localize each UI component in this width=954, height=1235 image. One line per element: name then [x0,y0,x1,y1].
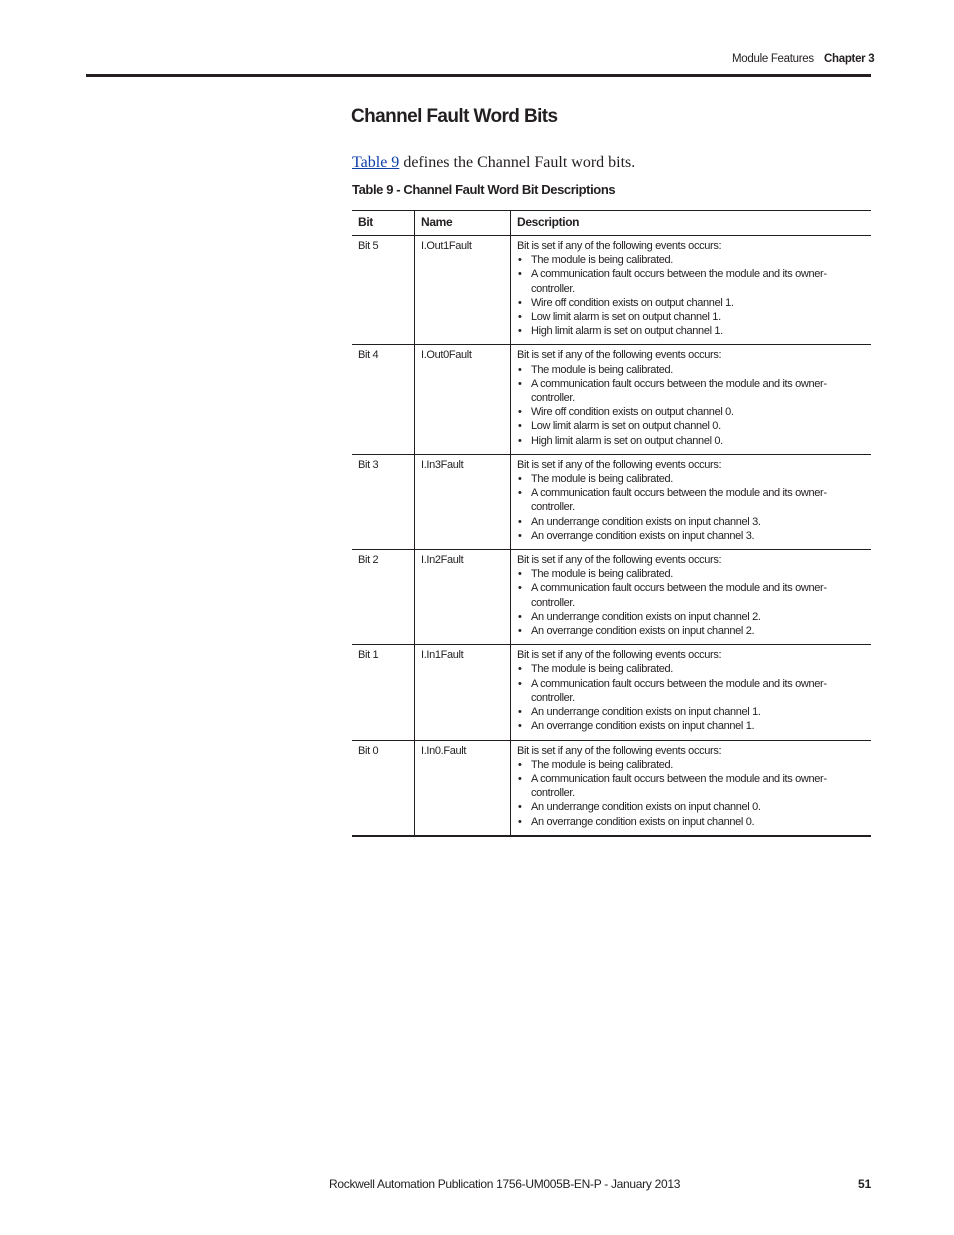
description-lead: Bit is set if any of the following events occurs: [517,554,722,567]
table-caption: Table 9 - Channel Fault Word Bit Descriptions [352,182,616,197]
description-lead: Bit is set if any of the following events occurs: [517,240,722,252]
description-lead: Bit is set if any of the following events occurs: [517,349,722,362]
cell-name: I.Out0Fault [415,345,511,454]
description-list-item: • The module is being calibrated. [517,567,865,581]
cell-description [511,550,872,645]
cell-description [511,345,872,454]
table-body [352,236,871,836]
description-list-item: • An overrange condition exists on input channel 2. [517,624,865,638]
description-list-item: • An underrange condition exists on input channel 3. [517,515,865,529]
cell-name: I.In3Fault [415,454,511,549]
description-list [517,363,865,448]
description-list-item: • The module is being calibrated. [517,363,865,377]
description-list-item: • The module is being calibrated. [517,253,865,267]
footer-publication: Rockwell Automation Publication 1756-UM005B-EN-P - January 2013 [329,1177,681,1191]
cell-bit: Bit 0 [352,740,415,836]
column-header-bit: Bit [352,211,415,236]
description-list-item: • High limit alarm is set on output channel 0. [517,434,865,448]
cell-name: I.Out1Fault [415,236,511,345]
description-lead: Bit is set if any of the following events occurs: [517,744,722,757]
description-list-item: • An underrange condition exists on input channel 1. [517,705,865,719]
description-list-item: • The module is being calibrated. [517,662,865,676]
column-header-name: Name [415,211,511,236]
cell-bit: Bit 2 [352,550,415,645]
description-list [517,567,865,638]
page-title: Channel Fault Word Bits [351,106,558,127]
header-rule [86,74,871,77]
cell-bit: Bit 5 [352,236,415,345]
cell-bit: Bit 4 [352,345,415,454]
description-lead: Bit is set if any of the following events occurs: [517,458,722,471]
description-list-item: • A communication fault occurs between the module and its owner-controller. [517,377,865,405]
cell-name: I.In2Fault [415,550,511,645]
description-list [517,253,865,338]
table-row [352,454,871,549]
cell-bit: Bit 1 [352,645,415,740]
description-list-item: • An overrange condition exists on input channel 3. [517,529,865,543]
description-list-item: • The module is being calibrated. [517,758,865,772]
description-list-item: • A communication fault occurs between the module and its owner-controller. [517,486,865,514]
column-header-description: Description [511,211,872,236]
description-list-item: • Wire off condition exists on output channel 1. [517,296,865,310]
page-number: 51 [858,1177,872,1191]
table-row [352,345,871,454]
table-row [352,236,871,345]
table-row [352,550,871,645]
cell-name: I.In1Fault [415,645,511,740]
description-list-item: • The module is being calibrated. [517,472,865,486]
description-lead: Bit is set if any of the following events occurs: [517,649,722,662]
cell-name: I.In0.Fault [415,740,511,836]
cell-description [511,454,872,549]
description-list-item: • A communication fault occurs between the module and its owner-controller. [517,772,865,800]
description-list [517,472,865,543]
intro-paragraph [352,154,635,172]
running-header-section: Module Features [732,53,814,65]
description-list-item: • High limit alarm is set on output channel 1. [517,324,865,338]
description-list-item: • An overrange condition exists on input channel 0. [517,815,865,829]
description-list-item: • A communication fault occurs between the module and its owner-controller. [517,267,865,295]
description-list-item: • Low limit alarm is set on output channel 1. [517,310,865,324]
table-9-link[interactable]: Table 9 [352,154,400,171]
channel-fault-table [352,210,871,837]
cell-bit: Bit 3 [352,454,415,549]
description-list [517,662,865,733]
description-list-item: • An overrange condition exists on input channel 1. [517,719,865,733]
description-list-item: • A communication fault occurs between the module and its owner-controller. [517,581,865,609]
description-list-item: • An underrange condition exists on input channel 0. [517,800,865,814]
cell-description [511,645,872,740]
description-list-item: • An underrange condition exists on input channel 2. [517,610,865,624]
table-row [352,740,871,836]
cell-description [511,740,872,836]
table-row [352,645,871,740]
description-list-item: • Wire off condition exists on output channel 0. [517,405,865,419]
table-header-row [352,211,871,236]
description-list-item: • Low limit alarm is set on output channel 0. [517,419,865,433]
description-list [517,758,865,829]
running-header-chapter: Chapter 3 [824,53,875,65]
cell-description [511,236,872,345]
intro-text: defines the Channel Fault word bits. [399,154,636,171]
description-list-item: • A communication fault occurs between the module and its owner-controller. [517,677,865,705]
